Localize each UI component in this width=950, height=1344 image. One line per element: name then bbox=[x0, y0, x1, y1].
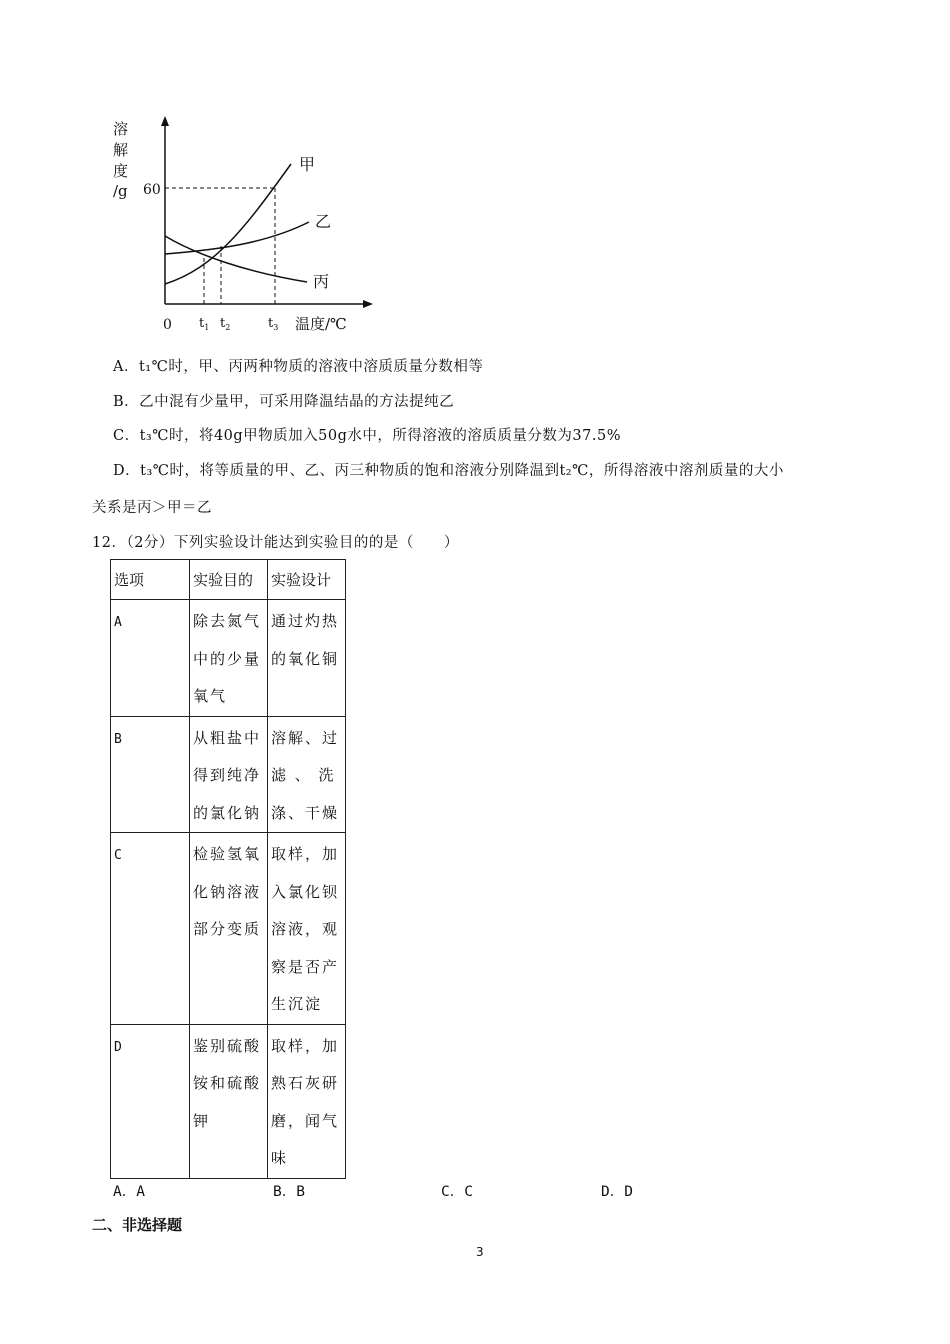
q12-choice-a: A．A bbox=[113, 1184, 145, 1200]
y-axis-label-4: /g bbox=[113, 182, 128, 200]
q11-option-d-line2: 关系是丙＞甲＝乙 bbox=[92, 500, 212, 516]
table-row bbox=[111, 1024, 346, 1178]
y-axis-label-3: 度 bbox=[113, 162, 129, 180]
q12-stem: 12．（2分）下列实验设计能达到实验目的的是（ ） bbox=[92, 535, 459, 551]
y-tick-60: 60 bbox=[143, 182, 161, 198]
table-row bbox=[111, 600, 346, 717]
q11-option-c: C．t₃℃时，将40g甲物质加入50g水中，所得溶液的溶质质量分数为37.5% bbox=[113, 428, 621, 444]
page-number: 3 bbox=[476, 1245, 484, 1259]
series-bing-label: 丙 bbox=[313, 272, 330, 291]
q11-option-b: B．乙中混有少量甲，可采用降温结晶的方法提纯乙 bbox=[113, 394, 455, 410]
row-purpose: 鉴别硫酸铵和硫酸钾 bbox=[190, 1024, 268, 1178]
solubility-chart bbox=[95, 108, 385, 340]
row-purpose: 检验氢氧化钠溶液部分变质 bbox=[190, 833, 268, 1025]
x-axis-label: 温度/℃ bbox=[295, 315, 347, 333]
series-jia-label: 甲 bbox=[299, 155, 316, 174]
table-row bbox=[111, 716, 346, 833]
row-purpose: 从粗盐中得到纯净的氯化钠 bbox=[190, 716, 268, 833]
row-option: D bbox=[114, 1039, 122, 1055]
q12-choice-c: C．C bbox=[441, 1184, 473, 1200]
row-option: A bbox=[114, 615, 122, 630]
row-design: 溶解、过滤 、 洗涤、干燥 bbox=[268, 716, 346, 833]
q11-option-d-line1: D．t₃℃时，将等质量的甲、乙、丙三种物质的饱和溶液分别降温到t₂℃，所得溶液中溶剂质量的大小 bbox=[113, 463, 784, 479]
solubility-graph bbox=[95, 108, 385, 340]
y-axis-arrow bbox=[161, 116, 169, 126]
q11-option-a: A．t₁℃时，甲、丙两种物质的溶液中溶质质量分数相等 bbox=[113, 359, 484, 375]
row-design: 取样，加入氯化钡溶液，观察是否产生沉淀 bbox=[268, 833, 346, 1025]
x-tick-t3: $t_3$ bbox=[268, 316, 279, 332]
row-design: 取样，加熟石灰研磨，闻气味 bbox=[268, 1024, 346, 1178]
header-purpose: 实验目的 bbox=[190, 560, 268, 600]
x-tick-t2: $t_2$ bbox=[220, 316, 231, 332]
table-header-row bbox=[111, 560, 346, 600]
series-yi-curve bbox=[165, 222, 309, 254]
y-axis-label-1: 溶 bbox=[113, 120, 129, 138]
row-option: B bbox=[114, 731, 122, 747]
header-design: 实验设计 bbox=[268, 560, 346, 600]
row-option: C bbox=[114, 848, 122, 863]
q12-choice-d: D．D bbox=[601, 1184, 633, 1200]
x-axis-arrow bbox=[363, 300, 373, 308]
table-row bbox=[111, 833, 346, 1025]
row-purpose: 除去氮气中的少量氧气 bbox=[190, 600, 268, 717]
q12-table bbox=[110, 559, 346, 1179]
row-design: 通过灼热的氧化铜 bbox=[268, 600, 346, 717]
x-tick-t1: $t_1$ bbox=[199, 316, 210, 332]
header-option: 选项 bbox=[111, 560, 190, 600]
series-jia-curve bbox=[165, 164, 291, 284]
series-yi-label: 乙 bbox=[315, 212, 332, 231]
section-title: 二、非选择题 bbox=[92, 1216, 183, 1234]
y-axis-label-2: 解 bbox=[113, 141, 129, 159]
q12-choice-b: B．B bbox=[273, 1184, 305, 1200]
origin-label: 0 bbox=[163, 317, 172, 333]
